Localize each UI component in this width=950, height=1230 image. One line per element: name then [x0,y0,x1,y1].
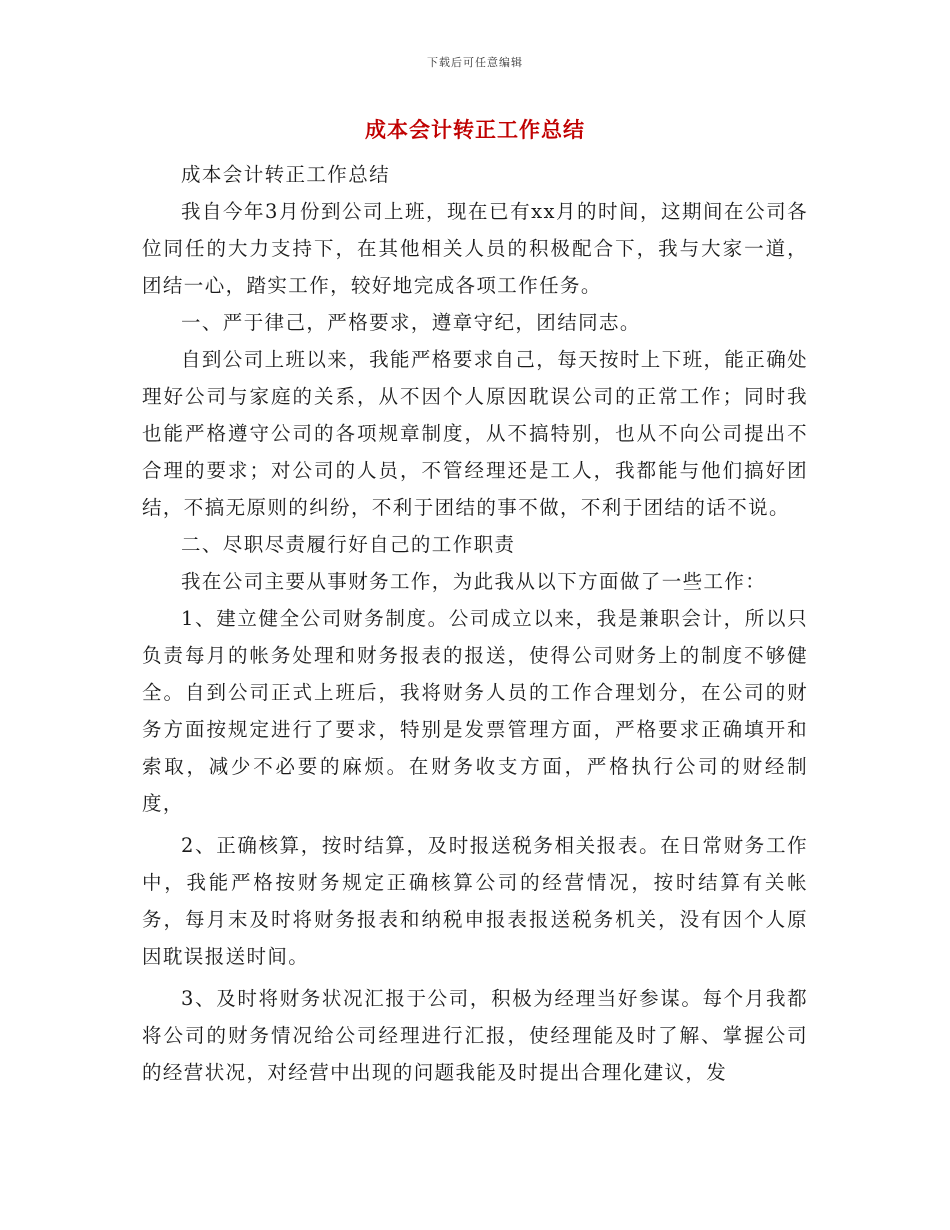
header-note: 下载后可任意编辑 [427,56,523,69]
paragraph-intro: 我自今年3月份到公司上班，现在已有xx月的时间，这期间在公司各位同任的大力支持下，在其他相关人员的积极配合下，我与大家一道，团结一心，踏实工作，较好地完成各项工作任务。 [142,200,808,297]
section-heading-1: 一、严于律己，严格要求，遵章守纪，团结同志。 [181,311,641,334]
paragraph-subtitle: 成本会计转正工作总结 [181,163,391,186]
paragraph-item-2: 2、正确核算，按时结算，及时报送税务相关报表。在日常财务工作中，我能严格按财务规定正确核算公司的经营情况，按时结算有关帐务，每月末及时将财务报表和纳税申报表报送税务机关，没有因个人原因耽误报送时间。 [142,834,808,968]
section-heading-2: 二、尽职尽责履行好自己的工作职责 [181,533,516,556]
paragraph-duties-intro: 我在公司主要从事财务工作，为此我从以下方面做了一些工作： [181,570,767,593]
document-title: 成本会计转正工作总结 [365,117,585,142]
paragraph-item-1: 1、建立健全公司财务制度。公司成立以来，我是兼职会计，所以只负责每月的帐务处理和财务报表的报送，使得公司财务上的制度不够健全。自到公司正式上班后，我将财务人员的工作合理划分，在公司的财务方面按规定进行了要求，特别是发票管理方面，严格要求正确填开和索取，减少不必要的麻烦。在财务收支方面，严格执行公司的财经制度， [142,607,808,815]
document-body [142,156,808,1091]
paragraph-discipline: 自到公司上班以来，我能严格要求自己，每天按时上下班，能正确处理好公司与家庭的关系，从不因个人原因耽误公司的正常工作；同时我也能严格遵守公司的各项规章制度，从不搞特别，也从不向公司提出不合理的要求；对公司的人员，不管经理还是工人，我都能与他们搞好团结，不搞无原则的纠纷，不利于团结的事不做，不利于团结的话不说。 [142,348,809,519]
paragraph-item-3: 3、及时将财务状况汇报于公司，积极为经理当好参谋。每个月我都将公司的财务情况给公司经理进行汇报，使经理能及时了解、掌握公司的经营状况，对经营中出现的问题我能及时提出合理化建议，发 [142,987,808,1084]
